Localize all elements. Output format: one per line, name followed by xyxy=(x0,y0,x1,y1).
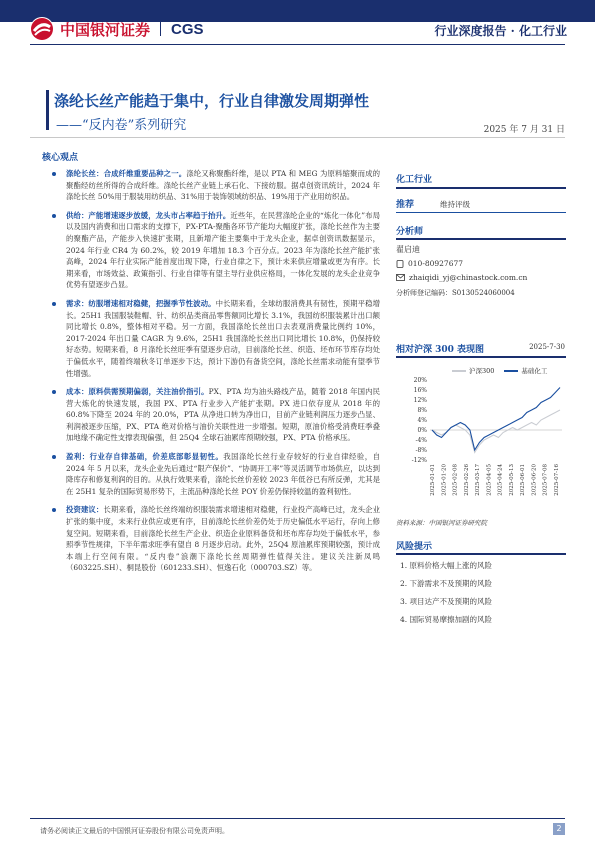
x-tick-label: 2025-04-05 xyxy=(486,464,493,496)
rating-text: 维持评级 xyxy=(440,200,470,209)
x-tick-label: 2025-04-24 xyxy=(497,464,504,496)
point-body: 涤纶又称聚酯纤维，是以 PTA 和 MEG 为原料缩聚而成的聚酯经纺丝所得的合成纤维。涤纶长丝产业链上承石化、下接纺服。据卓创资讯统计，2024 年涤纶长丝 50%用于服装用纺织品、31%用于装饰领域纺织品、19%用于产业用纺织品。 xyxy=(66,169,380,202)
bullet-icon xyxy=(52,302,56,306)
chart-date: 2025-7-30 xyxy=(529,343,565,351)
x-tick-label: 2025-06-01 xyxy=(520,464,527,496)
analyst-email[interactable] xyxy=(396,273,527,282)
point-body: 中长期来看，全球纺服消费具有韧性，预期平稳增长。25H1 我国服装鞋帽、针、纺织品类商品零售额同比增长 3.1%，我国纺织服装累计出口额同比增长 0.8%，整体相对平稳。另一方面，我国涤纶长丝出口去表观消费量比例约 10%，2017-2024 年出口量 CAGR 为 9.6%，25H1 我国涤纶长丝出口同比增长 10.8%，仍保持较好态势。短期来看，8 月涤纶长丝旺季有望逐步启动，目前涤纶长丝、织造、坯布环节库存均处于偏低水平，随着终端秋冬订单逐步下达，预计下游仍有备货空间，涤纶长丝需求动能有望季节性增强。 xyxy=(66,298,380,378)
sidebar-rule xyxy=(396,238,566,240)
x-tick-label: 2025-02-08 xyxy=(452,464,459,496)
risk-list xyxy=(400,557,565,629)
page-subtitle: ——“反内卷”系列研究 xyxy=(56,118,187,133)
bullet-icon xyxy=(52,455,56,459)
mail-icon xyxy=(396,274,405,281)
chart-title: 相对沪深 300 表现图 xyxy=(396,345,485,355)
analyst-cert: 分析师登记编码：S0130524060004 xyxy=(396,289,515,297)
legend-swatch xyxy=(452,370,466,372)
chart-rule xyxy=(396,356,566,358)
report-date: 2025 年 7 月 31 日 xyxy=(483,125,565,135)
bullet-icon xyxy=(52,172,56,176)
email-text: zhaiqidi_yj@chinastock.com.cn xyxy=(409,273,528,282)
y-tick-label: 8% xyxy=(417,407,427,414)
y-tick-label: 0% xyxy=(417,427,427,434)
y-tick-label: 4% xyxy=(417,417,427,424)
y-tick-label: -8% xyxy=(415,447,427,454)
sidebar-rule xyxy=(396,212,566,213)
x-tick-label: 2025-07-08 xyxy=(542,464,549,496)
point-profit xyxy=(48,451,380,497)
logo-text: 中国银河证券 xyxy=(60,20,151,39)
point-body: 近些年，在民营涤纶企业的“炼化一体化”布局以及国内消费和出口需求的支撑下，PX-PTA-聚酯各环节产能均大幅度扩张，涤纶长丝作为主要的聚酯产品，产能步入快速扩张期，且新增产能主要集中于龙头企业，据卓创资讯数据显示，2024 年行业 CR4 为 60.2%，较 2019 年增加 18.3 个百分点。2023 年为涤纶长丝产能扩张高峰，2024 年行业实际产能首度出现下降，行业自律之下，预计未来供应增量或更为有序。长期来看，市场效益、政策指引、行业自律等有望主导行业供应格局，一体化发展的龙头企业竞争优势有望逐步凸显。 xyxy=(66,210,380,290)
legend-swatch xyxy=(504,370,518,372)
point-heading: 盈利：行业存自律基础，价差底部彰显韧性。 xyxy=(66,452,224,462)
performance-chart xyxy=(396,376,566,506)
logo-icon xyxy=(30,17,54,41)
risk-item: 1. 原料价格大幅上涨的风险 xyxy=(400,561,493,570)
y-tick-label: -12% xyxy=(411,457,427,464)
analyst-phone xyxy=(396,259,463,268)
chart-legend xyxy=(452,366,547,375)
x-tick-label: 2025-01-01 xyxy=(430,464,436,496)
y-tick-label: 20% xyxy=(413,377,427,384)
title-rule xyxy=(30,137,565,138)
bullet-icon xyxy=(52,508,56,512)
point-demand xyxy=(48,298,380,379)
point-heading: 涤纶长丝：合成纤维重要品种之一。 xyxy=(66,169,187,178)
point-heading: 需求：纺服增速相对稳健，把握季节性波动。 xyxy=(66,298,216,308)
x-tick-label: 2025-03-17 xyxy=(475,464,482,496)
report-type: 行业深度报告 · 化工行业 xyxy=(434,24,567,38)
risk-item: 4. 国际贸易摩擦加剧的风险 xyxy=(400,615,493,624)
bullet-icon xyxy=(52,214,56,218)
header-rule xyxy=(30,44,565,45)
sidebar-industry: 化工行业 xyxy=(396,175,433,185)
core-views-label: 核心观点 xyxy=(42,153,79,163)
series-line-chemical xyxy=(432,388,560,451)
analyst-label: 分析师 xyxy=(396,227,424,237)
x-tick-label: 2025-05-13 xyxy=(508,464,515,496)
bullet-icon xyxy=(52,390,56,394)
sidebar-rule xyxy=(396,187,566,189)
point-fiber xyxy=(48,168,380,203)
logo-divider xyxy=(160,22,161,36)
phone-icon xyxy=(396,260,404,268)
legend-hs300 xyxy=(452,366,494,375)
page-title: 涤纶长丝产能趋于集中，行业自律激发周期弹性 xyxy=(54,92,370,110)
logo xyxy=(30,17,204,41)
title-accent-bar xyxy=(46,90,49,130)
y-tick-label: -4% xyxy=(415,437,427,444)
risk-label: 风险提示 xyxy=(396,542,433,552)
footer-rule xyxy=(30,818,565,819)
recommend-label: 推荐 xyxy=(396,200,415,210)
legend-label: 沪深300 xyxy=(469,367,495,375)
y-tick-label: 12% xyxy=(413,397,427,404)
y-tick-label: 16% xyxy=(413,387,427,394)
page-number: 2 xyxy=(553,823,565,835)
point-heading: 投资建议： xyxy=(66,505,104,515)
point-body: 长期来看，涤纶长丝终端纺织服装需求增速相对稳健，行业投产高峰已过，龙头企业扩张的集中度，未来行业供应或更有序，目前涤纶长丝价差仍处于历史偏低水平运行，存向上修复空间。短期来看，目前涤纶长丝生产企业、织造企业原料备货和坯布库存均处于偏低水平，参照季节性规律，下半年需求旺季有望自 8 月逐步启动。此外，25Q4 原油累库预期较强，预计成本端上行空间有限。“反内卷”浪潮下涤纶长丝周期弹性值得关注。建议关注新凤鸣（603225.SH）、桐昆股份（601233.SH）、恒逸石化（000703.SZ）等。 xyxy=(66,505,380,573)
point-heading: 成本：原料供需预期偏弱，关注油价指引。 xyxy=(66,387,209,397)
point-body: 我国涤纶长丝行业存较好的行业自律经验，自 2024 年 5 月以来，龙头企业先后通过“限产保价”、“协调开工率”等灵活调节市场供应，以达到降库存和修复利润的目的。从执行效果来看，涤纶长丝价差较 2023 年低谷已有所反弹，尤其是在 25H1 复杂的国际贸易形势下，主流品种涤纶长丝 POY 价差仍保持较温的盈利韧性。 xyxy=(66,452,380,496)
x-tick-label: 2025-06-20 xyxy=(531,464,538,496)
point-cost xyxy=(48,386,380,444)
chart-source: 资料来源：中国银河证券研究院 xyxy=(396,519,487,527)
key-points xyxy=(48,168,380,581)
disclaimer: 请务必阅读正文最后的中国银河证券股份有限公司免责声明。 xyxy=(40,827,229,835)
point-heading: 供给：产能增速逐步放缓，龙头市占率趋于抬升。 xyxy=(66,210,231,220)
risk-rule xyxy=(396,553,566,555)
point-supply xyxy=(48,210,380,291)
point-body: PX、PTA 均为油头路线产品，随着 2018 年国内民营大炼化的快速发展，我国 PX、PTA 行业步入产能扩张期。PX 进口依存度从 2018 年的 60.8%下降至 2024 年的 20.0%，PTA 从净进口转为净出口，目前产业链利润压力逐步凸显、利润被逐步压缩，PX、PTA 绝对价格与油价关联性进一步增强。短期，原油价格受消费旺季叠加地缘不确定性支撑表现偏强，但 25Q4 全球石油累库预期较强，PX、PTA 价格承压。 xyxy=(66,387,380,443)
point-investment xyxy=(48,504,380,574)
legend-chem xyxy=(504,366,547,375)
analyst-name: 翟启迪 xyxy=(396,245,420,254)
legend-label: 基础化工 xyxy=(521,367,548,375)
phone-text: 010-80927677 xyxy=(408,259,464,268)
x-tick-label: 2025-07-16 xyxy=(554,464,560,496)
x-tick-label: 2025-02-26 xyxy=(463,464,470,496)
risk-item: 2. 下游需求不及预期的风险 xyxy=(400,579,493,588)
x-tick-label: 2025-01-20 xyxy=(441,464,448,496)
risk-item: 3. 项目达产不及预期的风险 xyxy=(400,597,493,606)
logo-cgs: CGS xyxy=(171,20,204,38)
